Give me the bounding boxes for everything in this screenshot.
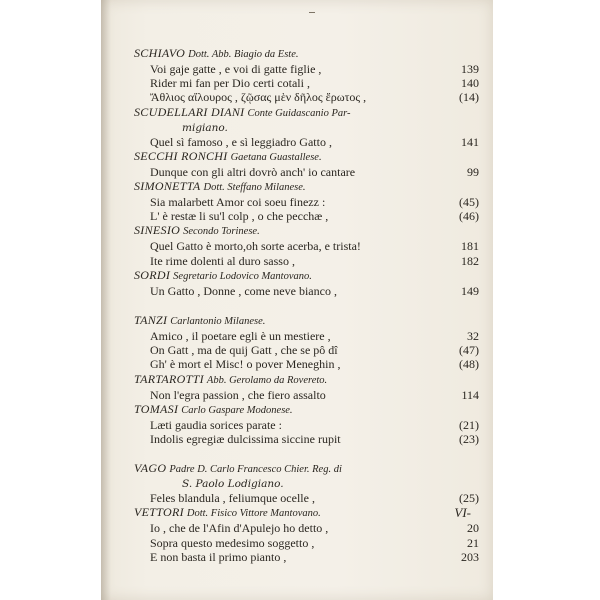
incipit-text: Rider mi fan per Dio certi cotali ,	[150, 76, 310, 91]
incipit-line	[134, 550, 479, 564]
page-number: (47)	[459, 343, 479, 358]
author-heading	[134, 149, 479, 165]
author-surname: TOMASI	[134, 401, 179, 416]
incipit-text: E non basta il primo pianto ,	[150, 549, 287, 564]
author-description: Dott. Steffano Milanese.	[203, 182, 306, 194]
incipit-line	[134, 90, 479, 104]
author-heading	[134, 179, 479, 195]
author-description: Secondo Torinese.	[183, 226, 260, 238]
incipit-line	[134, 521, 479, 535]
author-heading	[134, 268, 479, 284]
incipit-text: Sia malarbett Amor coi soeu finezz :	[150, 195, 326, 210]
incipit-text: L' è restæ li su'l colp , o che pecchæ ,	[150, 209, 329, 224]
incipit-line	[134, 135, 479, 149]
index-entry	[134, 505, 479, 564]
page-number: 140	[461, 76, 479, 91]
author-description-continued: S. Paolo Lodigiano.	[182, 478, 284, 491]
index-content	[134, 46, 479, 564]
incipit-line	[134, 284, 479, 298]
page-number: (25)	[459, 491, 479, 506]
incipit-text: Ἄθλιος αἴλουρος , ζῷσας μὲν δῆλος ἔρωτος ,	[150, 90, 367, 105]
author-heading	[134, 505, 479, 521]
author-surname: SORDI	[134, 267, 171, 282]
author-description: Abb. Gerolamo da Rovereto.	[206, 374, 328, 386]
author-description: Gaetana Guastallese.	[230, 151, 322, 163]
incipit-line	[134, 195, 479, 209]
incipit-text: Ite rime dolenti al duro sasso ,	[150, 253, 295, 268]
incipit-line	[134, 536, 479, 550]
page-number: 99	[467, 164, 479, 179]
incipit-text: Io , che de l'Afin d'Apulejo ho detto ,	[150, 521, 329, 536]
page-number: (46)	[459, 209, 479, 224]
index-entry	[134, 268, 479, 298]
index-entry	[134, 179, 479, 223]
author-description: Segretario Lodovico Mantovano.	[173, 270, 312, 282]
author-heading	[134, 461, 479, 477]
book-page	[101, 0, 493, 600]
author-heading	[134, 46, 479, 62]
index-entry	[134, 149, 479, 179]
page-number: 141	[461, 134, 479, 149]
author-surname: TANZI	[134, 313, 168, 328]
author-description-continued: migiano.	[182, 121, 228, 134]
index-entry	[134, 402, 479, 446]
author-surname: VETTORI	[134, 505, 184, 520]
incipit-text: Non l'egra passion , che fiero assalto	[150, 387, 326, 402]
incipit-text: Gh' è mort el Misc! o pover Meneghin ,	[150, 357, 341, 372]
section-gap	[134, 298, 479, 313]
incipit-text: Quel Gatto è morto,oh sorte acerba, e trista!	[150, 239, 361, 254]
incipit-line	[134, 62, 479, 76]
author-surname: VAGO	[134, 461, 167, 476]
printer-mark	[309, 12, 315, 13]
author-surname: SCUDELLARI DIANI	[134, 104, 245, 119]
incipit-line	[134, 418, 479, 432]
page-number: 139	[461, 62, 479, 76]
incipit-text: Quel sì famoso , e sì leggiadro Gatto ,	[150, 134, 332, 149]
index-entry	[134, 313, 479, 372]
index-entry	[134, 372, 479, 402]
author-heading	[134, 402, 479, 418]
author-description: Padre D. Carlo Francesco Chier. Reg. di	[169, 464, 342, 476]
incipit-text: Un Gatto , Donne , come neve bianco ,	[150, 283, 337, 298]
incipit-text: Indolis egregiæ dulcissima siccine rupit	[150, 432, 341, 447]
page-number: 21	[467, 535, 479, 550]
page-number: 114	[461, 387, 479, 402]
author-heading	[134, 105, 479, 121]
page-number: 32	[467, 329, 479, 344]
author-surname: SIMONETTA	[134, 179, 201, 194]
incipit-line	[134, 239, 479, 253]
incipit-text: Voi gaje gatte , e voi di gatte figlie ,	[150, 62, 322, 76]
page-number: 181	[461, 239, 479, 254]
index-entry	[134, 461, 479, 505]
incipit-line	[134, 76, 479, 90]
incipit-line	[134, 432, 479, 446]
page-number: 149	[461, 283, 479, 298]
page-number: (14)	[459, 90, 479, 105]
incipit-text: Læti gaudia sorices parate :	[150, 417, 282, 432]
incipit-line	[134, 165, 479, 179]
incipit-text: Feles blandula , feliumque ocelle ,	[150, 491, 315, 506]
page-number: (48)	[459, 357, 479, 372]
incipit-line	[134, 388, 479, 402]
author-surname: SCHIAVO	[134, 46, 186, 60]
page-number: (45)	[459, 195, 479, 210]
incipit-line	[134, 357, 479, 371]
incipit-text: Sopra questo medesimo soggetto ,	[150, 535, 315, 550]
index-entry	[134, 46, 479, 105]
incipit-line	[134, 329, 479, 343]
page-number: 20	[467, 521, 479, 536]
page-number: (21)	[459, 417, 479, 432]
incipit-text: Dunque con gli altri dovrò anch' io cantare	[150, 164, 356, 179]
author-description: Dott. Fisico Vittore Mantovano.	[186, 508, 321, 520]
index-entry	[134, 223, 479, 267]
author-description: Carlo Gaspare Modonese.	[181, 404, 293, 416]
author-heading	[134, 313, 479, 329]
page-number: 203	[461, 549, 479, 564]
author-description: Conte Guidascanio Par-	[247, 107, 351, 119]
incipit-text: Amico , il poetare egli è un mestiere ,	[150, 329, 331, 344]
catchword: VI-	[454, 505, 471, 520]
incipit-line	[134, 491, 479, 505]
section-gap	[134, 446, 479, 461]
author-surname: TARTAROTTI	[134, 371, 204, 386]
author-description: Dott. Abb. Biagio da Este.	[188, 49, 299, 60]
author-surname: SINESIO	[134, 223, 181, 238]
page-gutter-shadow	[101, 0, 111, 600]
author-heading	[134, 372, 479, 388]
author-heading	[134, 223, 479, 239]
author-description: Carlantonio Milanese.	[170, 316, 266, 328]
page-number: 182	[461, 253, 479, 268]
index-entry	[134, 105, 479, 149]
page-number: (23)	[459, 432, 479, 447]
incipit-text: On Gatt , ma de quij Gatt , che se pô dî	[150, 343, 338, 358]
incipit-line	[134, 343, 479, 357]
incipit-line	[134, 209, 479, 223]
author-surname: SECCHI RONCHI	[134, 148, 228, 163]
incipit-line	[134, 254, 479, 268]
